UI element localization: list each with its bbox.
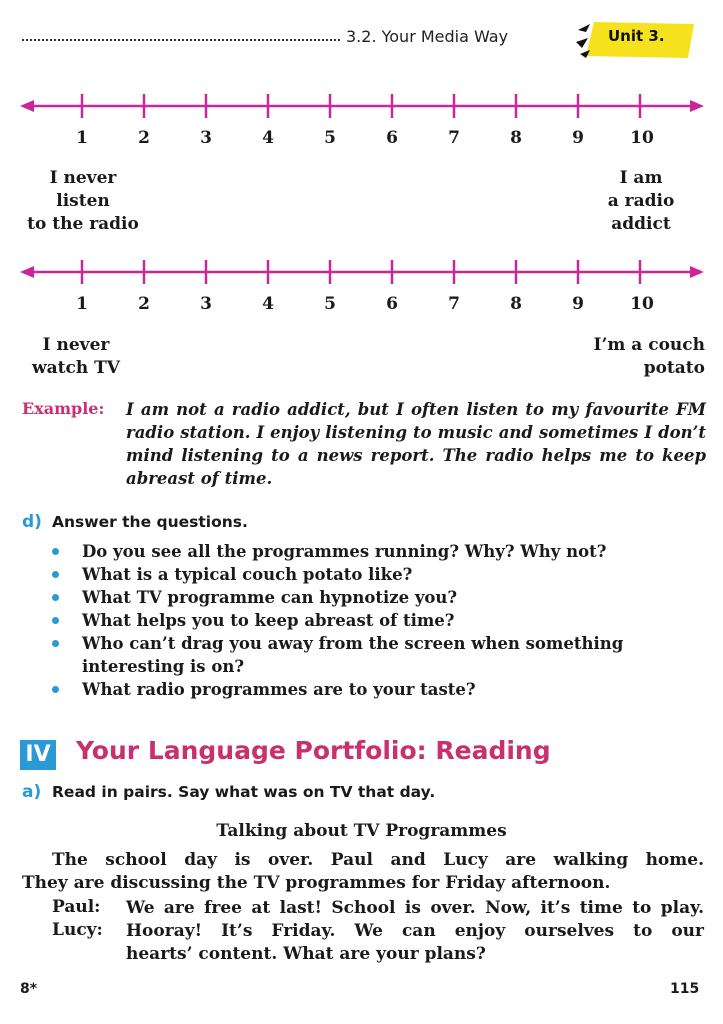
radio-scale-number-1: 1 — [76, 128, 88, 148]
question-item: Do you see all the programmes running? Why? Why not? — [52, 540, 707, 563]
tv-scale-number-2: 2 — [138, 294, 150, 314]
question-list — [52, 540, 707, 701]
dialogue-line-lucy-2: hearts’ content. What are your plans? — [126, 944, 486, 964]
tv-scale-number-9: 9 — [572, 294, 584, 314]
reading-intro-line-1: The school day is over. Paul and Lucy are walking home. — [52, 850, 704, 870]
tv-scale-number-7: 7 — [448, 294, 460, 314]
radio-scale-number-3: 3 — [200, 128, 212, 148]
bullet-icon — [52, 594, 59, 601]
radio-scale-number-9: 9 — [572, 128, 584, 148]
tv-scale-number-5: 5 — [324, 294, 336, 314]
task-a-instruction: Read in pairs. Say what was on TV that day. — [52, 783, 436, 801]
question-item: Who can’t drag you away from the screen when something interesting is on? — [52, 632, 707, 678]
reading-intro-line-2: They are discussing the TV programmes for Friday afternoon. — [22, 873, 611, 893]
tv-scale-line — [20, 258, 704, 288]
dialogue-speaker-paul: Paul: — [52, 897, 101, 917]
task-d-instruction: Answer the questions. — [52, 513, 248, 531]
bullet-icon — [52, 617, 59, 624]
tv-scale-number-10: 10 — [630, 294, 654, 314]
radio-left-label: I never listen to the radio — [27, 168, 139, 234]
tv-left-label: I never watch TV — [32, 335, 120, 378]
question-item: What TV programme can hypnotize you? — [52, 586, 707, 609]
dialogue-line-paul: We are free at last! School is over. Now, it’s time to play. — [126, 898, 704, 918]
section-title: 3.2. Your Media Way — [346, 27, 509, 46]
radio-right-label: I am a radio addict — [607, 168, 675, 234]
example-label: Example: — [22, 399, 105, 418]
section-number-box: IV — [20, 740, 56, 770]
radio-scale-number-6: 6 — [386, 128, 398, 148]
tv-scale-number-1: 1 — [76, 294, 88, 314]
bullet-icon — [52, 686, 59, 693]
dialogue-speaker-lucy: Lucy: — [52, 920, 103, 940]
header-dotted-leader — [22, 39, 340, 41]
section-title-iv: Your Language Portfolio: Reading — [76, 736, 551, 765]
reading-title: Talking about TV Programmes — [216, 821, 507, 841]
radio-scale-number-8: 8 — [510, 128, 522, 148]
question-item: What radio programmes are to your taste? — [52, 678, 707, 701]
radio-scale-number-2: 2 — [138, 128, 150, 148]
radio-scale-line — [20, 92, 704, 122]
dialogue-line-lucy-1: Hooray! It’s Friday. We can enjoy ourselves to our — [126, 921, 704, 941]
page-number: 115 — [670, 981, 700, 997]
bullet-icon — [52, 571, 59, 578]
question-item: What is a typical couch potato like? — [52, 563, 707, 586]
tv-right-label: I’m a couch potato — [593, 335, 705, 378]
task-a-letter: a) — [22, 782, 42, 802]
bullet-icon — [52, 548, 59, 555]
radio-scale-number-5: 5 — [324, 128, 336, 148]
example-text: I am not a radio addict, but I often listen to my favourite FM radio station. I enjoy listening to music and sometimes I don’t mind listening to a news report. The radio helps me to keep abreast of time. — [126, 400, 706, 488]
tv-scale-number-6: 6 — [386, 294, 398, 314]
radio-scale-number-10: 10 — [630, 128, 654, 148]
task-d-letter: d) — [22, 512, 42, 532]
radio-scale-number-7: 7 — [448, 128, 460, 148]
radio-scale-number-4: 4 — [262, 128, 274, 148]
footer-signature: 8* — [20, 981, 38, 997]
unit-label: Unit 3. — [608, 27, 665, 45]
tv-scale-number-3: 3 — [200, 294, 212, 314]
tv-scale-number-4: 4 — [262, 294, 274, 314]
bullet-icon — [52, 640, 59, 647]
tv-scale-number-8: 8 — [510, 294, 522, 314]
question-item: What helps you to keep abreast of time? — [52, 609, 707, 632]
